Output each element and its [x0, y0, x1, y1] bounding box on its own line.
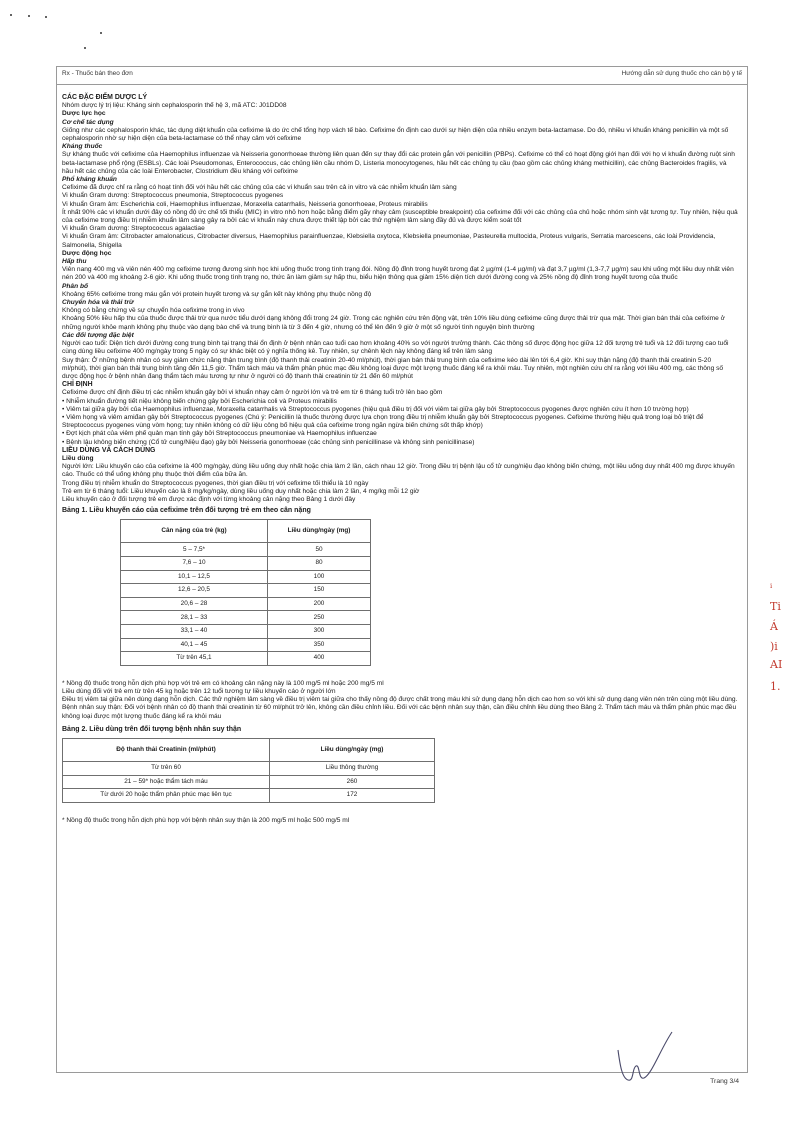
paragraph: Khoảng 65% cefixime trong máu gắn với protein huyết tương và sự gắn kết này không phụ thuộc nồng độ — [62, 290, 372, 298]
table-cell: 260 — [270, 775, 435, 789]
table-header-cell: Cân nặng của trẻ (kg) — [121, 520, 268, 543]
table-header-row — [121, 520, 371, 543]
paragraph: Vi khuẩn Gram âm: Citrobacter amalonaticus, Citrobacter diversus, Haemophilus parainfluenzae, Klebsiella oxytoca, Klebsiella pneumoniae, Pasteurella multocida, Proteus vulgaris, Serratia marcescens, các loài Providencia, Salmonella, Shigella — [62, 233, 716, 249]
header-right: Hướng dẫn sử dụng thuốc cho cán bộ y tế — [621, 70, 742, 77]
document-body — [62, 94, 738, 825]
paragraph: Trong điều trị nhiễm khuẩn do Streptococcus pyogenes, thời gian điều trị với cefixime tối thiểu là 10 ngày — [62, 479, 369, 487]
paragraph: Không có bằng chứng về sự chuyển hóa cefixime trong in vivo — [62, 307, 245, 315]
table-header-row — [63, 738, 435, 761]
table-header-cell: Liều dùng/ngày (mg) — [268, 520, 371, 543]
paragraph: Liều khuyến cáo ở đối tượng trẻ em được xác định với từng khoảng cân nặng theo Bảng 1 dưới đây — [62, 495, 356, 503]
table-row — [121, 624, 371, 638]
table-cell: 40,1 – 45 — [121, 638, 268, 652]
table-cell: 5 – 7,5* — [121, 543, 268, 557]
table-cell: 50 — [268, 543, 371, 557]
paragraph: Sự kháng thuốc với cefixime của Haemophilus influenzae và Neisseria gonorrhoeae thường liên quan đến sự thay đổi các protein gắn với penicillin (PBPs). Cefixime có thể có hoạt động giới hạn đối với họ vi khuẩn đường ruột sinh beta-lactamase phổ rộng (ESBLs). Các loài Pseudomonas, Enterococcus, các chủng liên cầu nhóm D, Listeria monocytogenes, hầu hết các chủng tụ cầu (bao gồm các chủng kháng methicillin), các chủng Bacteroides fragilis, và hầu hết các chủng của các loài Enterobacter, Clostridium đều kháng với cefixime — [62, 151, 735, 175]
table-row — [121, 611, 371, 625]
paragraph: Nhóm dược lý trị liệu: Kháng sinh cephalosporin thế hệ 3, mã ATC: J01DD08 — [62, 102, 287, 110]
topic-heading: Kháng thuốc — [62, 143, 103, 151]
paragraph: Người cao tuổi: Diện tích dưới đường cong trung bình tại trạng thái ổn định ở bệnh nhân cao tuổi cao hơn khoảng 40% so với người trưởng thành. Các thông số được động học giữa 12 đối tượng trẻ tuổi và 12 đối tượng cao tuổi cùng dùng liều cefixime 400 mg/ngày trong 5 ngày có sự khác biệt có ý nghĩa thống kê. Tuy nhiên, sự chênh lệch này không đáng kể trên lâm sàng — [62, 340, 729, 356]
section-heading: LIỀU DÙNG VÀ CÁCH DÙNG — [62, 446, 156, 454]
stamp-fragment: Ti — [770, 600, 781, 613]
table2-footnote: * Nồng độ thuốc trong hỗn dịch phù hợp với bệnh nhân suy thận là 200 mg/5 ml hoặc 500 mg/5 ml — [62, 816, 350, 824]
paragraph: Vi khuẩn Gram âm: Escherichia coli, Haemophilus influenzae, Moraxella catarrhalis, Neisseria gonorrhoeae, Proteus mirabilis — [62, 200, 428, 208]
paragraph: Viên nang 400 mg và viên nén 400 mg cefixime tương đương sinh học khi uống thuốc trong tình trạng đói. Nồng độ đỉnh trong huyết tương đạt 2 µg/ml (1-4 µg/ml) và đạt 3,7 µg/ml (1,3-7,7 µg/m) sau khi uống một liều duy nhất viên nén 200 và 400 mg khoảng 2-6 giờ. Khi uống thuốc trong tình trạng no, thức ăn làm giảm sự hấp thu, biểu hiện thông qua giảm 15% diện tích dưới đường cong và 25% nồng độ đỉnh trong huyết tương của thuốc — [62, 266, 734, 282]
paragraph: • Viêm tai giữa gây bởi của Haemophilus influenzae, Moraxella catarrhalis và Streptococcus pyogenes (hiệu quả điều trị đối với viêm tai giữa gây bởi Streptococcus pyogenes được nghiên cứu ít hơn 10 trường hợp) — [62, 405, 689, 413]
table-cell: Liều thông thường — [270, 761, 435, 775]
topic-heading: Phổ kháng khuẩn — [62, 176, 117, 184]
paragraph: Bệnh nhân suy thận: Đối với bệnh nhân có độ thanh thải creatinin từ 60 ml/phút trở lên, không cần điều chỉnh liều. Đối với các bệnh nhân suy thận, cần điều chỉnh liều dùng theo Bảng 2. Thẩm tách máu và thẩm phân phúc mạc đều không loại được một lượng thuốc đáng kể ra khỏi máu — [62, 704, 737, 720]
table-cell: 12,6 – 20,5 — [121, 584, 268, 598]
paragraph: Điều trị viêm tai giữa nên dùng dạng hỗn dịch. Các thử nghiệm lâm sàng về điều trị viêm tai giữa cho thấy nồng độ được chất trong máu khi sử dụng dạng hỗn dịch cao hơn so với khi sử dụng dạng viên nén trên cùng một liều dùng. — [62, 696, 738, 704]
paragraph: Liều dùng đối với trẻ em từ trên 45 kg hoặc trên 12 tuổi tương tự liều khuyến cáo ở người lớn — [62, 687, 336, 695]
table2-caption: Bảng 2. Liều dùng trên đối tượng bệnh nhân suy thận — [62, 725, 242, 733]
table-cell: 7,6 – 10 — [121, 556, 268, 570]
dosage-by-weight-table — [120, 519, 371, 665]
paragraph: Trẻ em từ 6 tháng tuổi: Liều khuyến cáo là 8 mg/kg/ngày, dùng liều uống duy nhất hoặc chia làm 2 lần, 4 mg/kg mỗi 12 giờ — [62, 487, 420, 495]
paragraph: Suy thận: Ở những bệnh nhân có suy giảm chức năng thận trung bình (độ thanh thải creatinin 20-40 ml/phút), thời gian bán thải trung bình của cefixime kéo dài lên tới 6,4 giờ. Khi suy thận nặng (độ thanh thải creatinin 5-20 ml/phút), thời gian bán thải trung bình tăng đến 11,5 giờ. Thẩm tách máu và thẩm phân phúc mạc đều không loại được một lượng thuốc đáng kể ra khỏi máu. Tuy nhiên, một nghiên cứu chỉ ra rằng với liều 400 mg, các thông số dược động học ở bệnh nhân đang thẩm tách máu tương tự như ở người có độ thanh thải creatinin từ 21 đến 60 ml/phút — [62, 356, 724, 380]
paragraph: Giống như các cephalosporin khác, tác dụng diệt khuẩn của cefixime là do ức chế tổng hợp vách tế bào. Cefixime ổn định cao dưới sự hiện diện của nhiều enzym beta-lactamase. Do đó, nhiều vi khuẩn kháng penicillin và một số cephalosporin nhờ sự hiện diện của beta-lactamase có thể nhạy cảm với cefixime — [62, 126, 729, 143]
paragraph: Khoảng 50% liều hấp thu của thuốc được thải trừ qua nước tiểu dưới dạng không đổi trong 24 giờ. Trong các nghiên cứu trên động vật, trên 10% liều dùng cefixime cũng được thải trừ qua mật. Thời gian bán thải của cefixime ở những người khỏe mạnh không phụ thuộc vào dạng bào chế và trung bình là từ 3 đến 4 giờ, nhưng có thể lên đến 9 giờ ở một số người tình nguyện bình thường — [62, 315, 725, 331]
table-header-cell: Độ thanh thải Creatinin (ml/phút) — [63, 738, 270, 761]
table-cell: 300 — [268, 624, 371, 638]
table-row — [121, 556, 371, 570]
scan-speck — [10, 14, 12, 16]
table-row — [63, 761, 435, 775]
table-cell: Từ dưới 20 hoặc thẩm phân phúc mạc liên tục — [63, 789, 270, 803]
paragraph: • Đợt kịch phát của viêm phế quản mạn tính gây bởi Streptococcus pneumoniae và Haemophilus influenzae — [62, 430, 377, 438]
table-row — [121, 584, 371, 598]
paragraph: • Bệnh lậu không biến chứng (Cổ tử cung/Niệu đạo) gây bởi Neisseria gonorrhoeae (các chủng sinh penicillinase và không sinh penicillinase) — [62, 438, 475, 446]
stamp-fragment: 1. — [770, 680, 781, 693]
table-row — [121, 638, 371, 652]
table-cell: 100 — [268, 570, 371, 584]
section-heading: CHỈ ĐỊNH — [62, 381, 93, 389]
table-cell: 20,6 – 28 — [121, 597, 268, 611]
subsection-heading: Dược lực học — [62, 110, 106, 118]
table-cell: 250 — [268, 611, 371, 625]
table-cell: Từ trên 60 — [63, 761, 270, 775]
paragraph: • Viêm họng và viêm amiđan gây bởi Streptococcus pyogenes (Chú ý: Penicillin là thuốc thường được lựa chọn trong điều trị nhiễm khuẩn gây bởi Streptococcus pyogenes. Cefixime thường hiệu quả trong loại bỏ triệt để Streptococcus pyogenes vùng vòm họng; tuy nhiên không có dữ liệu công bố hiệu quả của cefixime trong ngăn ngừa biến chứng sốt thấp khớp) — [62, 413, 704, 430]
paragraph: • Nhiễm khuẩn đường tiết niệu không biến chứng gây bởi Escherichia coli và Proteus mirabilis — [62, 397, 337, 405]
table-cell: 350 — [268, 638, 371, 652]
topic-heading: Các đối tượng đặc biệt — [62, 331, 134, 339]
subsection-heading: Dược động học — [62, 249, 112, 257]
table-row — [121, 543, 371, 557]
page-header — [62, 70, 742, 82]
scan-speck — [28, 15, 30, 17]
table1-notes — [62, 680, 738, 721]
signature-mark — [610, 1030, 680, 1090]
table-row — [121, 597, 371, 611]
stamp-fragment: )i — [770, 640, 778, 653]
topic-heading: Phân bố — [62, 282, 89, 290]
stamp-fragment: AI — [770, 658, 783, 671]
table-cell: 150 — [268, 584, 371, 598]
page-number: Trang 3/4 — [710, 1078, 739, 1085]
table-row — [121, 652, 371, 666]
paragraph: Vi khuẩn Gram dương: Streptococcus pneumonia, Streptococcus pyogenes — [62, 192, 284, 200]
scan-speck — [45, 16, 47, 18]
table-cell: 21 – 59* hoặc thẩm tách máu — [63, 775, 270, 789]
table-cell: Từ trên 45,1 — [121, 652, 268, 666]
table-cell: 10,1 – 12,5 — [121, 570, 268, 584]
body-text — [62, 94, 738, 504]
header-divider — [56, 84, 748, 85]
table1-caption: Bảng 1. Liều khuyến cáo của cefixime trên đối tượng trẻ em theo cân nặng — [62, 507, 311, 515]
paragraph: Người lớn: Liều khuyến cáo của cefixime là 400 mg/ngày, dùng liều uống duy nhất hoặc chia làm 2 lần, cách nhau 12 giờ. Trong điều trị bệnh lậu cổ tử cung/niệu đạo không biến chứng, một liều uống duy nhất 400 mg được khuyến cáo. Thuốc có thể uống không phụ thuộc thời điểm của bữa ăn. — [62, 463, 735, 479]
table-cell: 80 — [268, 556, 371, 570]
table-header-cell: Liều dùng/ngày (mg) — [270, 738, 435, 761]
renal-dosage-table — [62, 738, 435, 803]
paragraph: Ít nhất 90% các vi khuẩn dưới đây có nồng độ ức chế tối thiểu (MIC) in vitro nhỏ hơn hoặc bằng điểm gãy nhạy cảm (susceptible breakpoint) của cefixime đối với các chủng của chủ hoặc nhóm sinh vật tương tự. Tuy nhiên, hiệu quả của cefixime trong điều trị nhiễm khuẩn lâm sàng gây ra bởi các vi khuẩn này chưa được thiết lập bởi các thử nghiệm lâm sàng đầy đủ và được kiểm soát tốt — [62, 208, 738, 225]
paragraph: Cefixime được chỉ định điều trị các nhiễm khuẩn gây bởi vi khuẩn nhạy cảm ở người lớn và trẻ em từ 6 tháng tuổi trở lên bao gồm — [62, 389, 443, 397]
stamp-fragment: ᵢ — [770, 578, 773, 591]
table-cell: 172 — [270, 789, 435, 803]
paragraph: * Nồng độ thuốc trong hỗn dịch phù hợp với trẻ em có khoảng cân nặng này là 100 mg/5 ml hoặc 200 mg/5 ml — [62, 679, 384, 687]
table-row — [121, 570, 371, 584]
subsection-heading: Liều dùng — [62, 454, 94, 462]
scan-speck — [100, 32, 102, 34]
header-left: Rx - Thuốc bán theo đơn — [62, 70, 133, 77]
table-cell: 200 — [268, 597, 371, 611]
table-cell: 28,1 – 33 — [121, 611, 268, 625]
scan-speck — [84, 47, 86, 49]
table-cell: 400 — [268, 652, 371, 666]
paragraph: Cefixime đã được chỉ ra rằng có hoạt tính đối với hầu hết các chủng của các vi khuẩn sau trên cả in vitro và các nhiễm khuẩn lâm sàng — [62, 184, 457, 192]
section-heading: CÁC ĐẶC ĐIỂM DƯỢC LÝ — [62, 94, 148, 101]
topic-heading: Cơ chế tác dụng — [62, 118, 114, 126]
table-row — [63, 775, 435, 789]
topic-heading: Chuyển hóa và thải trừ — [62, 299, 134, 307]
paragraph: Vi khuẩn Gram dương: Streptococcus agalactiae — [62, 225, 205, 233]
table-row — [63, 789, 435, 803]
table-cell: 33,1 – 40 — [121, 624, 268, 638]
topic-heading: Hấp thu — [62, 258, 87, 266]
stamp-fragment: Á — [770, 620, 778, 633]
